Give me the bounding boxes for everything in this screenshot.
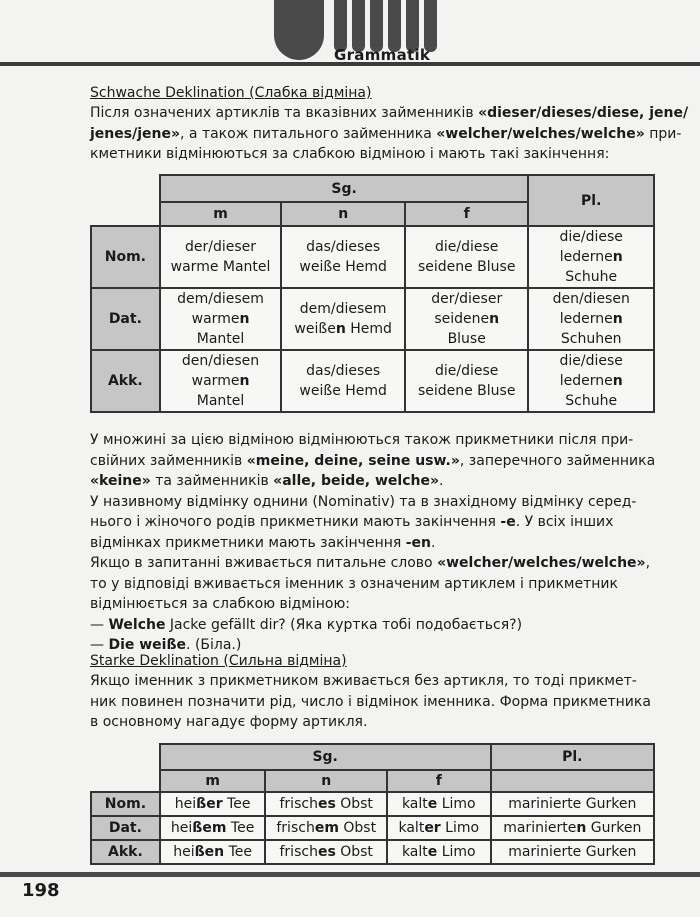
- text-line: кметники відмінюються за слабкою відміною і мають такі закінчення:: [90, 146, 610, 162]
- table-row: [91, 226, 654, 288]
- table-cell: marinierten Gurken: [491, 816, 654, 840]
- weak-declension-table: [90, 174, 655, 413]
- table-row: [91, 792, 654, 816]
- table-cell: die/diese ledernen Schuhe: [528, 226, 654, 288]
- strong-intro: [90, 671, 655, 733]
- table-cell: frisches Obst: [265, 792, 387, 816]
- text-line: Якщо іменник з прикметником вживається без артикля, то тоді прикмет-: [90, 673, 637, 689]
- gender-header-m: m: [160, 202, 282, 226]
- singular-header: Sg.: [160, 175, 529, 202]
- gender-header-n: n: [281, 202, 405, 226]
- table-cell: der/dieser seidenen Bluse: [405, 288, 528, 350]
- weak-declension-title: Schwache Deklination (Слабка відміна): [90, 85, 372, 101]
- table-cell: kalte Limo: [387, 792, 491, 816]
- table-cell: das/dieses weiße Hemd: [281, 350, 405, 412]
- text-line: нього і жіночого родів прикметники мають закінчення -е. У всіх інших: [90, 514, 614, 530]
- table-row: [91, 840, 654, 864]
- text-line: свійних займенників «meine, deine, seine usw.», заперечного займенника: [90, 452, 656, 469]
- weak-notes: [90, 430, 655, 656]
- table-cell: dem/diesem warmen Mantel: [160, 288, 282, 350]
- table-cell: frisches Obst: [265, 840, 387, 864]
- case-label: Dat.: [91, 816, 160, 840]
- table-cell: heißen Tee: [160, 840, 266, 864]
- text-line: відмінюється за слабкою відміною:: [90, 596, 350, 612]
- case-label: Nom.: [91, 792, 160, 816]
- table-cell: marinierte Gurken: [491, 840, 654, 864]
- text-line: — Die weiße. (Біла.): [90, 637, 242, 653]
- text-line: в основному нагадує форму артикля.: [90, 714, 368, 730]
- table-cell: heißer Tee: [160, 792, 266, 816]
- table-cell: frischem Obst: [265, 816, 387, 840]
- text-line: jenes/jene», а також питального займенника «welcher/welches/welche» при-: [90, 125, 682, 142]
- table-cell: die/diese seidene Bluse: [405, 350, 528, 412]
- table-cell: heißem Tee: [160, 816, 266, 840]
- table-cell: marinierte Gurken: [491, 792, 654, 816]
- table-cell: kalter Limo: [387, 816, 491, 840]
- table-row: [91, 288, 654, 350]
- table-cell: dem/diesem weißen Hemd: [281, 288, 405, 350]
- text-line: відмінках прикметники мають закінчення -en.: [90, 534, 436, 551]
- plural-header: Pl.: [528, 175, 654, 226]
- table-cell: der/dieser warme Mantel: [160, 226, 282, 288]
- case-label: Akk.: [91, 350, 160, 412]
- text-line: — Welche Jacke gefällt dir? (Яка куртка тобі подобається?): [90, 616, 523, 633]
- strong-declension-title: Starke Deklination (Сильна відміна): [90, 653, 347, 669]
- gender-header-n: n: [265, 770, 387, 792]
- gender-header-f: f: [405, 202, 528, 226]
- gender-header-m: m: [160, 770, 266, 792]
- case-label: Akk.: [91, 840, 160, 864]
- case-label: Dat.: [91, 288, 160, 350]
- text-line: Якщо в запитанні вживається питальне слово «welcher/welches/welche»,: [90, 555, 651, 571]
- page-number: 198: [22, 880, 60, 901]
- page-header-title: Grammatik: [334, 46, 431, 64]
- text-line: то у відповіді вживається іменник з означеним артиклем і прикметник: [90, 575, 618, 592]
- text-line: У множині за цією відміною відмінюються також прикметники після при-: [90, 432, 634, 448]
- text-line: У називному відмінку однини (Nominativ) та в знахідному відмінку серед-: [90, 493, 637, 510]
- table-cell: die/diese ledernen Schuhe: [528, 350, 654, 412]
- table-cell: die/diese seidene Bluse: [405, 226, 528, 288]
- strong-declension-table: [90, 743, 655, 865]
- table-cell: das/dieses weiße Hemd: [281, 226, 405, 288]
- weak-intro: [90, 103, 689, 165]
- footer-rule: [0, 872, 700, 877]
- table-cell: den/diesen warmen Mantel: [160, 350, 282, 412]
- singular-header: Sg.: [160, 744, 491, 770]
- table-cell: kalte Limo: [387, 840, 491, 864]
- plural-header: Pl.: [491, 744, 654, 770]
- text-line: ник повинен позначити рід, число і відмінок іменника. Форма прикметника: [90, 693, 651, 710]
- table-row: [91, 816, 654, 840]
- case-label: Nom.: [91, 226, 160, 288]
- text-line: Після означених артиклів та вказівних займенників «dieser/dieses/diese, jene/: [90, 105, 689, 121]
- gender-header-f: f: [387, 770, 491, 792]
- table-cell: den/diesen ledernen Schuhen: [528, 288, 654, 350]
- table-row: [91, 350, 654, 412]
- text-line: «keine» та займенників «alle, beide, welche».: [90, 473, 444, 489]
